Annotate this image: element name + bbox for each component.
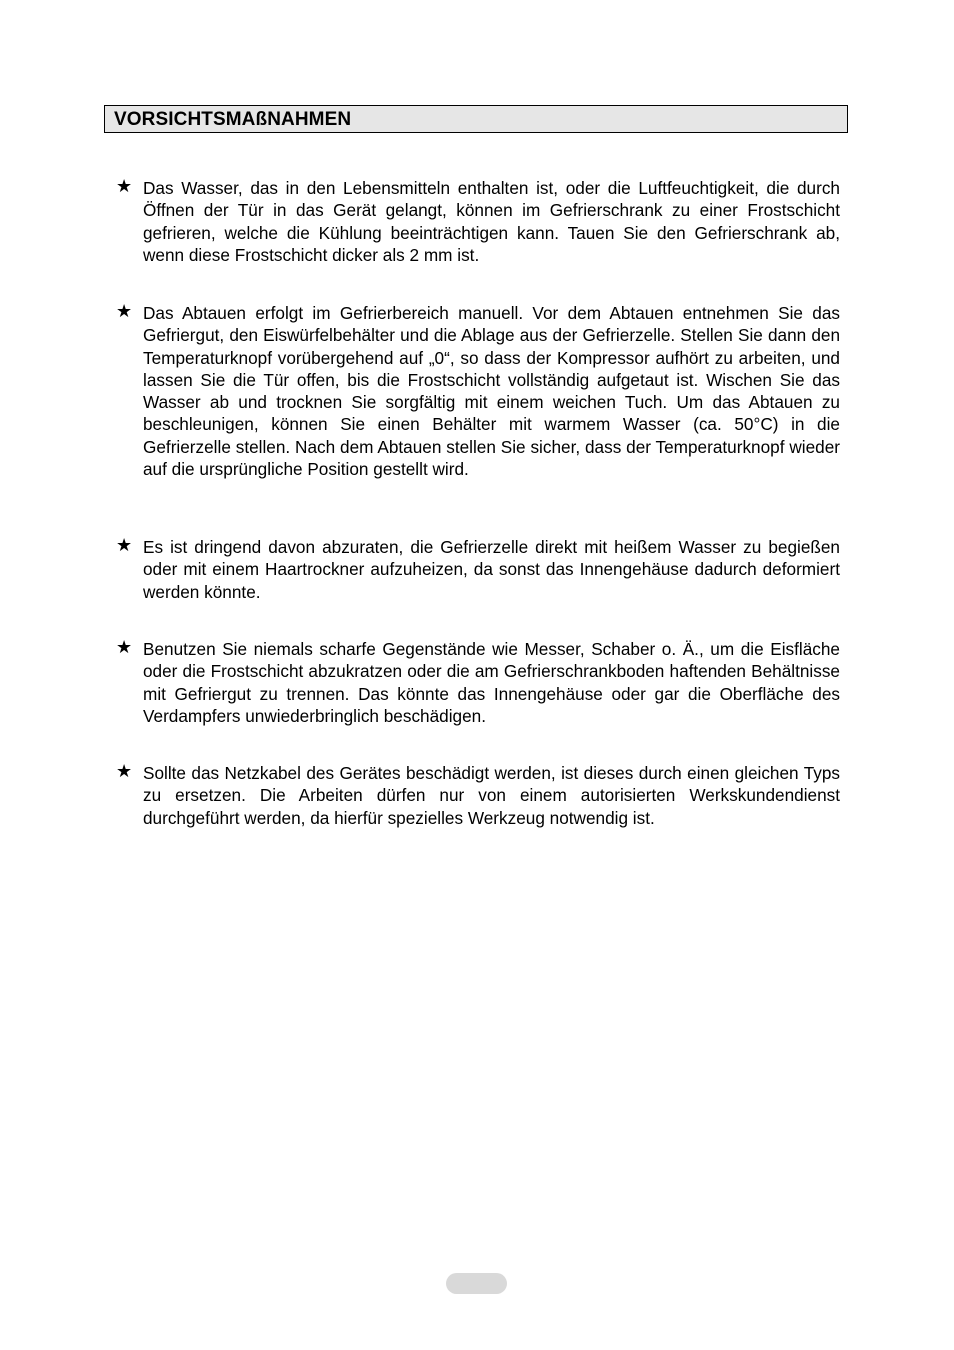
precaution-item-2: [116, 302, 840, 480]
star-bullet-icon: ★: [116, 535, 133, 556]
precaution-text: Es ist dringend davon abzuraten, die Gefrierzelle direkt mit heißem Wasser zu begießen oder mit einem Haartrockner aufzuheizen, da sonst das Innengehäuse dadurch deformiert werden könnte.: [143, 537, 840, 602]
precaution-text: Das Wasser, das in den Lebensmitteln enthalten ist, oder die Luftfeuchtigkeit, die durch Öffnen der Tür in das Gerät gelangt, können im Gefrierschrank zu einer Frostschicht gefrieren, welche die Kühlung beeinträchtigen kann. Tauen Sie den Gefrierschrank ab, wenn diese Frostschicht dicker als 2 mm ist.: [143, 178, 840, 265]
star-bullet-icon: ★: [116, 761, 133, 782]
precaution-item-5: [116, 762, 840, 829]
star-bullet-icon: ★: [116, 301, 133, 322]
precaution-text: Sollte das Netzkabel des Gerätes beschädigt werden, ist dieses durch einen gleichen Typs zu ersetzen. Die Arbeiten dürfen nur von einem autorisierten Werkskundendienst durchgeführt werden, da hierfür spezielles Werkzeug notwendig ist.: [143, 763, 840, 828]
precaution-item-1: [116, 177, 840, 266]
precaution-item-4: [116, 638, 840, 727]
page-number-tab: [446, 1273, 507, 1294]
section-title: VORSICHTSMAßNAHMEN: [114, 109, 352, 130]
star-bullet-icon: ★: [116, 176, 133, 197]
section-header: [104, 105, 848, 133]
precaution-text: Benutzen Sie niemals scharfe Gegenstände wie Messer, Schaber o. Ä., um die Eisfläche oder die Frostschicht abzukratzen oder die am Gefrierschrankboden haftenden Behältnisse mit Gefriergut zu trennen. Das könnte das Innengehäuse oder gar die Oberfläche des Verdampfers unwiederbringlich beschädigen.: [143, 639, 840, 726]
precaution-text: Das Abtauen erfolgt im Gefrierbereich manuell. Vor dem Abtauen entnehmen Sie das Gefriergut, den Eiswürfelbehälter und die Ablage aus der Gefrierzelle. Stellen Sie dann den Temperaturknopf vorübergehend auf „0“, so dass der Kompressor aufhört zu arbeiten, und lassen Sie die Tür offen, bis die Frostschicht vollständig aufgetaut ist. Wischen Sie das Wasser ab und trocknen Sie sorgfältig mit einem weichen Tuch. Um das Abtauen zu beschleunigen, können Sie einen Behälter mit warmem Wasser (ca. 50°C) in die Gefrierzelle stellen. Nach dem Abtauen stellen Sie sicher, dass der Temperaturknopf wieder auf die ursprüngliche Position gestellt wird.: [143, 303, 840, 480]
star-bullet-icon: ★: [116, 637, 133, 658]
precaution-item-3: [116, 536, 840, 603]
